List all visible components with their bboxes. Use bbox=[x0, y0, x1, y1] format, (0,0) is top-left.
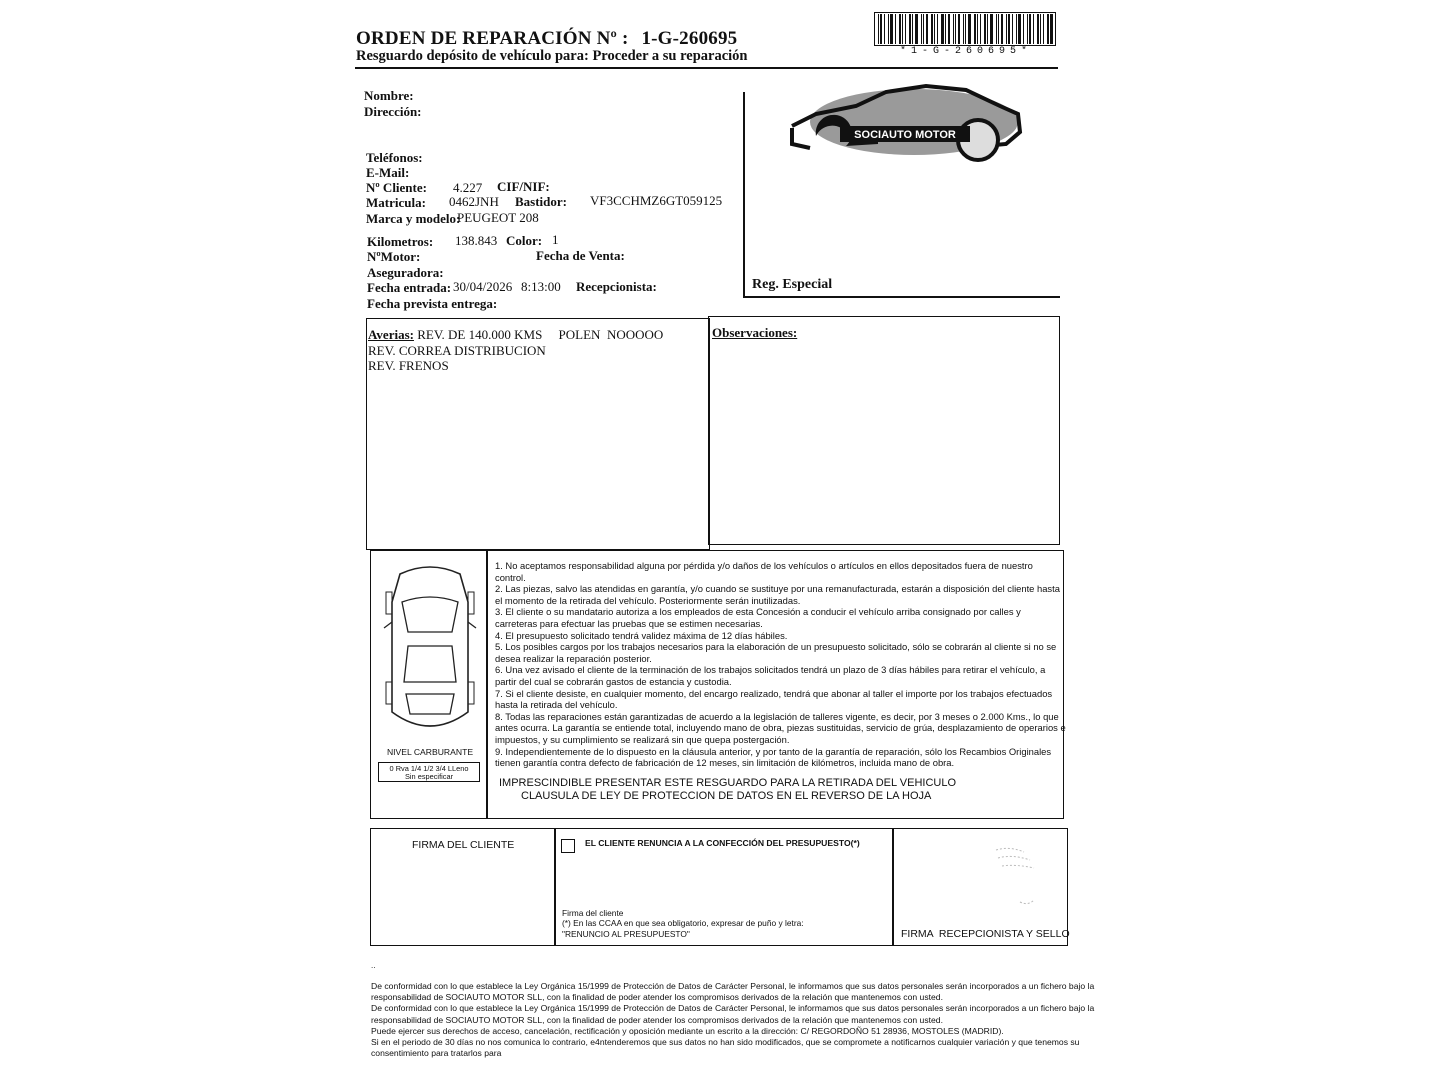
email-label: E-Mail: bbox=[366, 165, 410, 180]
reg-especial-label: Reg. Especial bbox=[752, 277, 833, 292]
fecha-entrada-value: 30/04/2026 bbox=[453, 279, 513, 294]
legal-line: De conformidad con lo que establece la Ley Orgánica 15/1999 de Protección de Datos de Carácter Personal, le informamos que sus datos personales serán incorporados a un fichero bajo la bbox=[371, 1003, 1095, 1014]
marca-value: PEUGEOT 208 bbox=[457, 210, 539, 225]
aseguradora-label: Aseguradora: bbox=[367, 265, 444, 280]
legal-line: De conformidad con lo que establece la Ley Orgánica 15/1999 de Protección de Datos de Carácter Personal, le informamos que sus datos personales serán incorporados a un fichero bajo la bbox=[371, 981, 1095, 991]
legal-text bbox=[371, 981, 1095, 1059]
fuel-title: NIVEL CARBURANTE bbox=[386, 747, 474, 757]
firma-recepcionista-label: FIRMA RECEPCIONISTA Y SELLO bbox=[901, 928, 1070, 940]
title-prefix: ORDEN DE REPARACIÓN Nº : bbox=[356, 28, 629, 49]
matricula-value: 0462JNH bbox=[449, 194, 499, 209]
ccaa-note: (*) En las CCAA en que sea obligatorio, expresar de puño y letra: bbox=[562, 918, 804, 928]
condition-line: 5. Los posibles cargos por los trabajos necesarios para la elaboración de un presupuesto solicitado, sólo se cobrarán al cliente si no se bbox=[495, 641, 1057, 653]
firma-del-cliente: Firma del cliente bbox=[562, 908, 624, 918]
condition-line: partir del cual se cobrarán gastos de estancia y custodia. bbox=[495, 675, 732, 687]
barcode-text: *1-G-260695* bbox=[899, 46, 1032, 57]
bastidor-value: VF3CCHMZ6GT059125 bbox=[590, 193, 723, 208]
reg-frame-left bbox=[743, 92, 745, 298]
condition-line: 3. El cliente o su mandatario autoriza a los empleados de esta Concesión a conducir el vehículo arriba consignado por calles y bbox=[495, 606, 1021, 618]
fuel-scale: 0 Rva 1/4 1/2 3/4 LLeno bbox=[389, 764, 469, 773]
recepcionista-label: Recepcionista: bbox=[576, 279, 657, 294]
condition-line: el momento de la retirada del vehículo. Posteriormente serán inutilizadas. bbox=[495, 594, 801, 606]
averias-line-1 bbox=[368, 327, 663, 343]
fuel-note: Sin especificar bbox=[404, 772, 454, 781]
condition-line: impuestos, y su cumplimiento se realizará sin que quepa postergación. bbox=[495, 733, 790, 745]
averias-label: Averias: bbox=[368, 327, 414, 342]
condition-line: control. bbox=[495, 571, 526, 583]
color-label: Color: bbox=[506, 233, 543, 248]
signatures-divider-2 bbox=[892, 828, 894, 946]
bastidor-label: Bastidor: bbox=[515, 194, 567, 209]
fecha-prevista-label: Fecha prevista entrega: bbox=[367, 296, 498, 311]
conditions-list bbox=[495, 560, 1066, 769]
barcode bbox=[874, 12, 1056, 46]
cif-label: CIF/NIF: bbox=[497, 179, 550, 194]
cliente-value: 4.227 bbox=[453, 180, 483, 195]
condition-line: carreteras para efectuar las pruebas que se estimen necesarias. bbox=[495, 617, 763, 629]
fecha-venta-label: Fecha de Venta: bbox=[536, 248, 625, 263]
cliente-label: Nº Cliente: bbox=[366, 180, 427, 195]
renuncio-text: "RENUNCIO AL PRESUPUESTO" bbox=[562, 929, 690, 939]
color-value: 1 bbox=[552, 232, 559, 247]
car-diagram bbox=[380, 562, 480, 742]
stamp-mark bbox=[990, 840, 1050, 910]
kilometros-label: Kilometros: bbox=[367, 234, 434, 249]
observaciones-box bbox=[708, 316, 1060, 545]
company-logo bbox=[786, 78, 1026, 170]
fecha-entrada-label: Fecha entrada: bbox=[367, 280, 452, 295]
signatures-divider-1 bbox=[554, 828, 556, 946]
reg-frame-bottom bbox=[743, 296, 1060, 298]
motor-label: NºMotor: bbox=[367, 249, 421, 264]
header-rule bbox=[355, 67, 1058, 69]
legal-line: consentimiento para tratarlos para bbox=[371, 1048, 502, 1059]
notice-retirada: IMPRESCINDIBLE PRESENTAR ESTE RESGUARDO PARA LA RETIRADA DEL VEHICULO bbox=[499, 777, 957, 789]
logo-text: SOCIAUTO MOTOR bbox=[854, 129, 956, 141]
marca-label: Marca y modelo: bbox=[366, 211, 461, 226]
notice-proteccion: CLAUSULA DE LEY DE PROTECCION DE DATOS EN EL REVERSO DE LA HOJA bbox=[521, 790, 932, 802]
telefonos-label: Teléfonos: bbox=[366, 150, 423, 165]
averias-line-3: REV. FRENOS bbox=[368, 358, 449, 373]
renuncia-label: EL CLIENTE RENUNCIA A LA CONFECCIÓN DEL PRESUPUESTO(*) bbox=[585, 838, 860, 848]
condition-line: 7. Si el cliente desiste, en cualquier momento, del encargo realizado, tendrá que abonar al taller el importe por los trabajos efectuados bbox=[495, 687, 1053, 699]
legal-line: responsabilidad de SOCIAUTO MOTOR SLL, con la finalidad de poder atender los compromisos derivados de la relación que mantenemos con usted. bbox=[371, 992, 943, 1003]
renuncia-checkbox[interactable] bbox=[561, 839, 575, 853]
fuel-gauge bbox=[378, 762, 480, 782]
condition-line: tienen garantía contra defecto de fabricación de 12 meses, sin limitación de kilómetros, incluida mano de obra. bbox=[495, 757, 955, 769]
document-subtitle: Resguardo depósito de vehículo para: Proceder a su reparación bbox=[356, 48, 748, 64]
condition-line: desea realizar la reparación posterior. bbox=[495, 652, 652, 664]
document-title bbox=[356, 28, 737, 50]
kilometros-value: 138.843 bbox=[455, 233, 498, 248]
hora-entrada-value: 8:13:00 bbox=[521, 279, 561, 294]
averias-text-1: REV. DE 140.000 KMS POLEN NOOOOO bbox=[417, 327, 664, 342]
condition-line: 2. Las piezas, salvo las atendidas en garantía, y/o cuando se sustituye por una remanufacturada, estarán a disposición del cliente hasta bbox=[495, 583, 1060, 595]
order-number: 1-G-260695 bbox=[641, 28, 738, 49]
legal-line: Puede ejercer sus derechos de acceso, cancelación, rectificación y oposición mediante un escrito a la dirección: C/ REGORDOÑO 51 28936, MOSTOLES (MADRID). bbox=[371, 1025, 1004, 1036]
matricula-label: Matricula: bbox=[366, 195, 426, 210]
firma-cliente-label: FIRMA DEL CLIENTE bbox=[412, 839, 515, 851]
condition-line: 6. Una vez avisado el cliente de la terminación de los trabajos solicitados tendrá un plazo de 3 días hábiles para retirar el vehículo, a bbox=[495, 664, 1046, 676]
averias-line-2: REV. CORREA DISTRIBUCION bbox=[368, 343, 546, 358]
legal-mark: .. bbox=[371, 961, 376, 970]
condition-line: 4. El presupuesto solicitado tendrá validez máxima de 12 días hábiles. bbox=[495, 629, 788, 641]
direccion-label: Dirección: bbox=[364, 104, 422, 119]
conditions-divider bbox=[486, 550, 488, 819]
condition-line: 1. No aceptamos responsabilidad alguna por pérdida y/o daños de los vehículos o artículos en ellos depositados fuera de nuestro bbox=[495, 560, 1033, 571]
condition-line: 8. Todas las reparaciones están garantizadas de acuerdo a la legislación de talleres vigente, es decir, por 3 meses o 2.000 Kms., lo que bbox=[495, 710, 1059, 722]
condition-line: antes ocurra. La garantía se entiende total, incluyendo mano de obra, piezas sustituidas, servicio de grúa, desplazamiento de operarios e bbox=[495, 722, 1066, 734]
nombre-label: Nombre: bbox=[364, 88, 414, 103]
observaciones-label: Observaciones: bbox=[712, 325, 798, 340]
condition-line: hasta la retirada del vehículo. bbox=[495, 699, 618, 711]
legal-line: responsabilidad de SOCIAUTO MOTOR SLL, con la finalidad de poder atender los compromisos derivados de la relación que mantenemos con usted. bbox=[371, 1014, 943, 1025]
condition-line: 9. Independientemente de lo dispuesto en la cláusula anterior, y por tanto de la garantía de reparación, sólo los Recambios Originales bbox=[495, 745, 1052, 757]
legal-line: Si en el periodo de 30 días no nos comunica lo contrario, e4ntenderemos que sus datos no han sido modificados, que se compromete a notificarnos cualquier variación y que tenemos su bbox=[371, 1037, 1080, 1048]
